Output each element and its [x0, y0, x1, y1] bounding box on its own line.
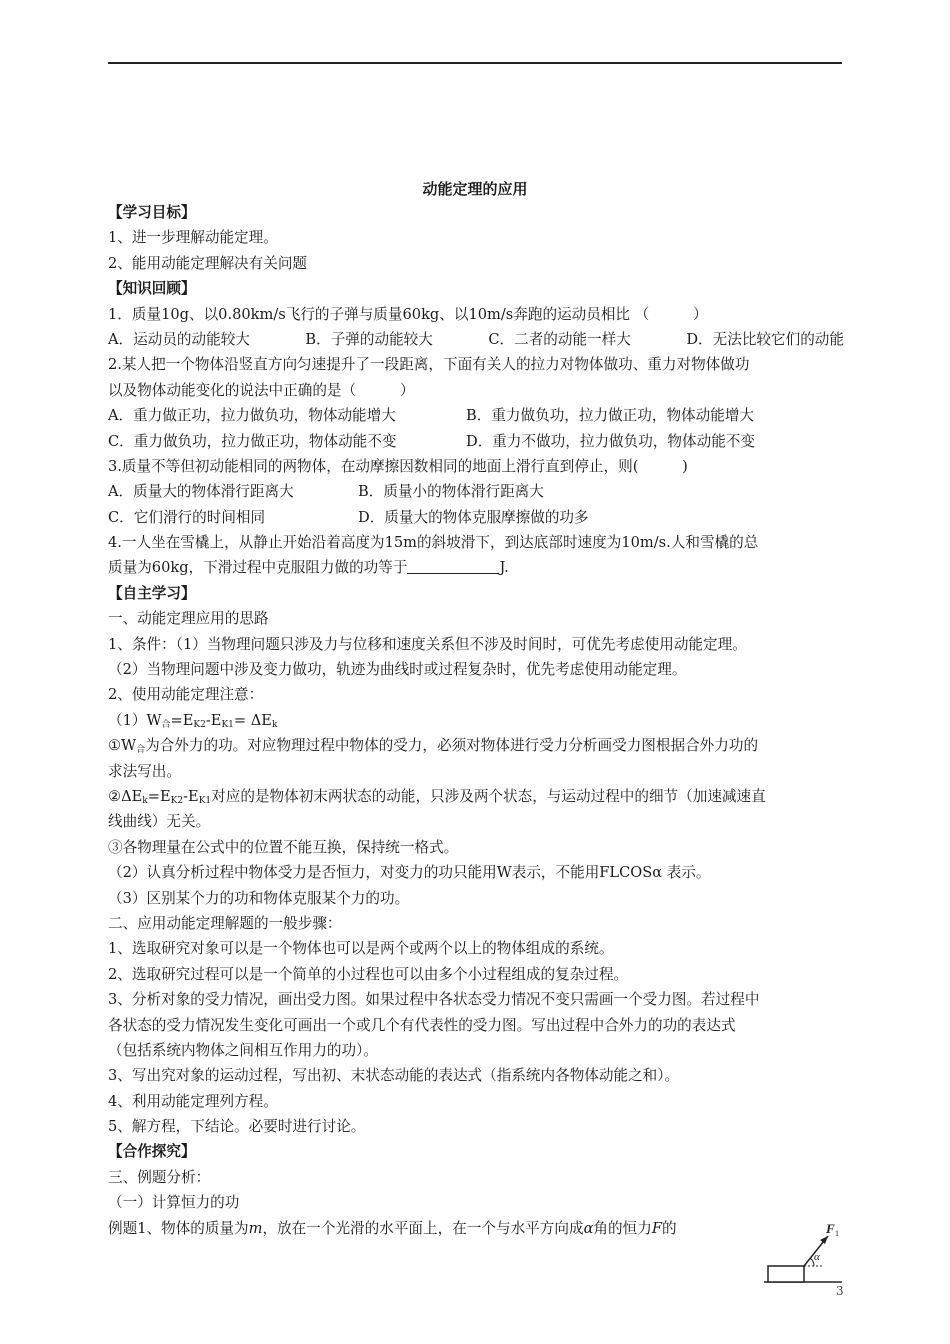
document-body	[108, 200, 844, 1241]
step-5: 4、利用动能定理列方程。	[108, 1092, 278, 1110]
note-sub: K1	[198, 795, 212, 806]
option-a: A．运动员的动能较大	[108, 330, 250, 348]
step-3-cont: 各状态的受力情况发生变化可画出一个或几个有代表性的受力图。写出过程中合外力的功的表达式	[108, 1016, 736, 1034]
question-2-options-row2	[108, 429, 844, 454]
question-2-stem: 2.某人把一个物体沿竖直方向匀速提升了一段距离，下面有关人的拉力对物体做功、重力对物体做功	[108, 356, 750, 374]
question-3-stem: 3.质量不等但初动能相同的两物体，在动摩擦因数相同的地面上滑行直到停止，则( )	[108, 457, 688, 475]
question-4-unit: J.	[499, 559, 509, 577]
header-rule	[108, 62, 842, 64]
cooperative-heading: 【合作探究】	[108, 1143, 196, 1161]
notes-title: 2、使用动能定理注意：	[108, 686, 264, 704]
goal-item: 2、能用动能定理解决有关问题	[108, 254, 308, 272]
force-label: F	[826, 1222, 835, 1236]
note-text: 为合外力的功。对应物理过程中物体的受力，必须对物体进行受力分析画受力图根据合外力功的	[145, 737, 759, 755]
option-b: B．子弹的动能较大	[305, 330, 433, 348]
question-3-options-row1	[108, 479, 844, 504]
force-label-sub: 1	[835, 1229, 839, 1238]
force-arrow-head	[820, 1236, 828, 1244]
question-1-stem: 1．质量10g、以0.80km/s飞行的子弹与质量60kg、以10m/s奔跑的运动员相比 （ ）	[108, 305, 708, 323]
note-sub: k	[142, 795, 148, 806]
option-b: B．质量小的物体滑行距离大	[358, 483, 544, 501]
step-3-cont: （包括系统内物体之间相互作用力的功）。	[108, 1041, 378, 1059]
option-d: D．重力不做功，拉力做负功，物体动能不变	[466, 432, 755, 450]
question-3-options-row2	[108, 505, 844, 530]
subsection-1-title: （一）计算恒力的功	[108, 1194, 240, 1212]
condition-2: （2）当物理问题中涉及变力做功，轨迹为曲线时或过程复杂时，优先考虑使用动能定理。	[108, 661, 687, 679]
force-diagram	[762, 1222, 844, 1292]
note-1-cont: 求法写出。	[108, 762, 181, 780]
block	[768, 1266, 804, 1282]
force-diagram-svg	[762, 1222, 844, 1292]
answer-blank[interactable]	[407, 557, 499, 574]
formula-part: = ΔE	[233, 711, 272, 729]
var-m: m	[248, 1219, 263, 1237]
formula-part: =E	[170, 711, 194, 729]
question-4-stem-cont	[108, 555, 844, 580]
var-alpha: α	[583, 1219, 594, 1237]
formula-sub: K1	[221, 719, 234, 730]
goals-heading: 【学习目标】	[108, 204, 196, 221]
var-f: F	[651, 1219, 662, 1237]
step-4: 3、写出究对象的运动过程，写出初、末状态动能的表达式（指系统内各物体动能之和）。	[108, 1067, 680, 1085]
formula-sub: 合	[161, 719, 171, 730]
section-1-title: 一、动能定理应用的思路	[108, 610, 269, 628]
note-2	[108, 784, 844, 809]
question-4-stem: 4.一人坐在雪橇上，从静止开始沿着高度为15m的斜坡滑下，到达底部时速度为10m/s.人和雪橇的总	[108, 534, 759, 552]
question-1-options	[108, 327, 844, 352]
option-c: C．重力做负功，拉力做正功，物体动能不变	[108, 432, 397, 450]
formula-part: -E	[205, 711, 222, 729]
document-title: 动能定理的应用	[422, 180, 528, 198]
note-text: ①W	[108, 737, 137, 755]
note-5: （3）区别某个力的功和物体克服某个力的功。	[108, 889, 410, 907]
option-d: D．无法比较它们的动能	[686, 330, 844, 348]
example-text: 的	[661, 1219, 677, 1237]
note-2-cont: 线曲线）无关。	[108, 813, 211, 831]
step-3: 3、分析对象的受力情况，画出受力图。如果过程中各状态受力情况不变只需画一个受力图。若过程中	[108, 991, 760, 1009]
self-study-heading: 【自主学习】	[108, 584, 196, 602]
question-2-stem-cont: 以及物体动能变化的说法中正确的是（ ）	[108, 381, 415, 399]
formula-sub: k	[271, 719, 278, 730]
page-number: 3	[836, 1284, 844, 1298]
example-text: 角的恒力	[593, 1219, 652, 1237]
note-sub: K2	[170, 795, 184, 806]
goal-item: 1、进一步理解动能定理。	[108, 229, 278, 247]
review-heading: 【知识回顾】	[108, 280, 196, 298]
section-2-title: 二、应用动能定理解题的一般步骤：	[108, 914, 342, 932]
option-d: D．质量大的物体克服摩擦做的功多	[358, 508, 589, 526]
question-4-text: 质量为60kg，下滑过程中克服阻力做的功等于	[108, 559, 408, 577]
note-text: =E	[147, 787, 171, 805]
formula-line	[108, 708, 844, 733]
note-3: ③各物理量在公式中的位置不能互换，保持统一格式。	[108, 838, 459, 856]
note-text: ②ΔE	[108, 787, 143, 805]
formula-part: （1）W	[108, 711, 162, 729]
option-b: B．重力做负功，拉力做正功，物体动能增大	[466, 407, 755, 425]
step-1: 1、选取研究对象可以是一个物体也可以是两个或两个以上的物体组成的系统。	[108, 940, 614, 958]
option-a: A．质量大的物体滑行距离大	[108, 483, 294, 501]
option-a: A．重力做正功，拉力做负功，物体动能增大	[108, 407, 396, 425]
example-text: 例题1、物体的质量为	[108, 1219, 249, 1237]
angle-label: α	[814, 1251, 820, 1263]
step-6: 5、解方程，下结论。必要时进行讨论。	[108, 1118, 366, 1136]
note-sub: 合	[136, 745, 146, 756]
section-3-title: 三、例题分析：	[108, 1168, 211, 1186]
formula-sub: K2	[193, 719, 206, 730]
condition-1: 1、条件：（1）当物理问题只涉及力与位移和速度关系但不涉及时间时，可优先考虑使用动能定理。	[108, 635, 747, 653]
option-c: C．它们滑行的时间相同	[108, 508, 266, 526]
option-c: C．二者的动能一样大	[488, 330, 631, 348]
example-text: ，放在一个光滑的水平面上，在一个与水平方向成	[262, 1219, 584, 1237]
step-2: 2、选取研究过程可以是一个简单的小过程也可以由多个小过程组成的复杂过程。	[108, 965, 629, 983]
note-text: -E	[183, 787, 199, 805]
note-text: 对应的是物体初末两状态的动能，只涉及两个状态，与运动过程中的细节（加速减速直	[211, 787, 766, 805]
question-2-options-row1	[108, 403, 844, 428]
example-1	[108, 1216, 844, 1241]
note-4: （2）认真分析过程中物体受力是否恒力，对变力的功只能用W表示，不能用FLCOSα 表示。	[108, 864, 711, 882]
note-1	[108, 733, 844, 758]
